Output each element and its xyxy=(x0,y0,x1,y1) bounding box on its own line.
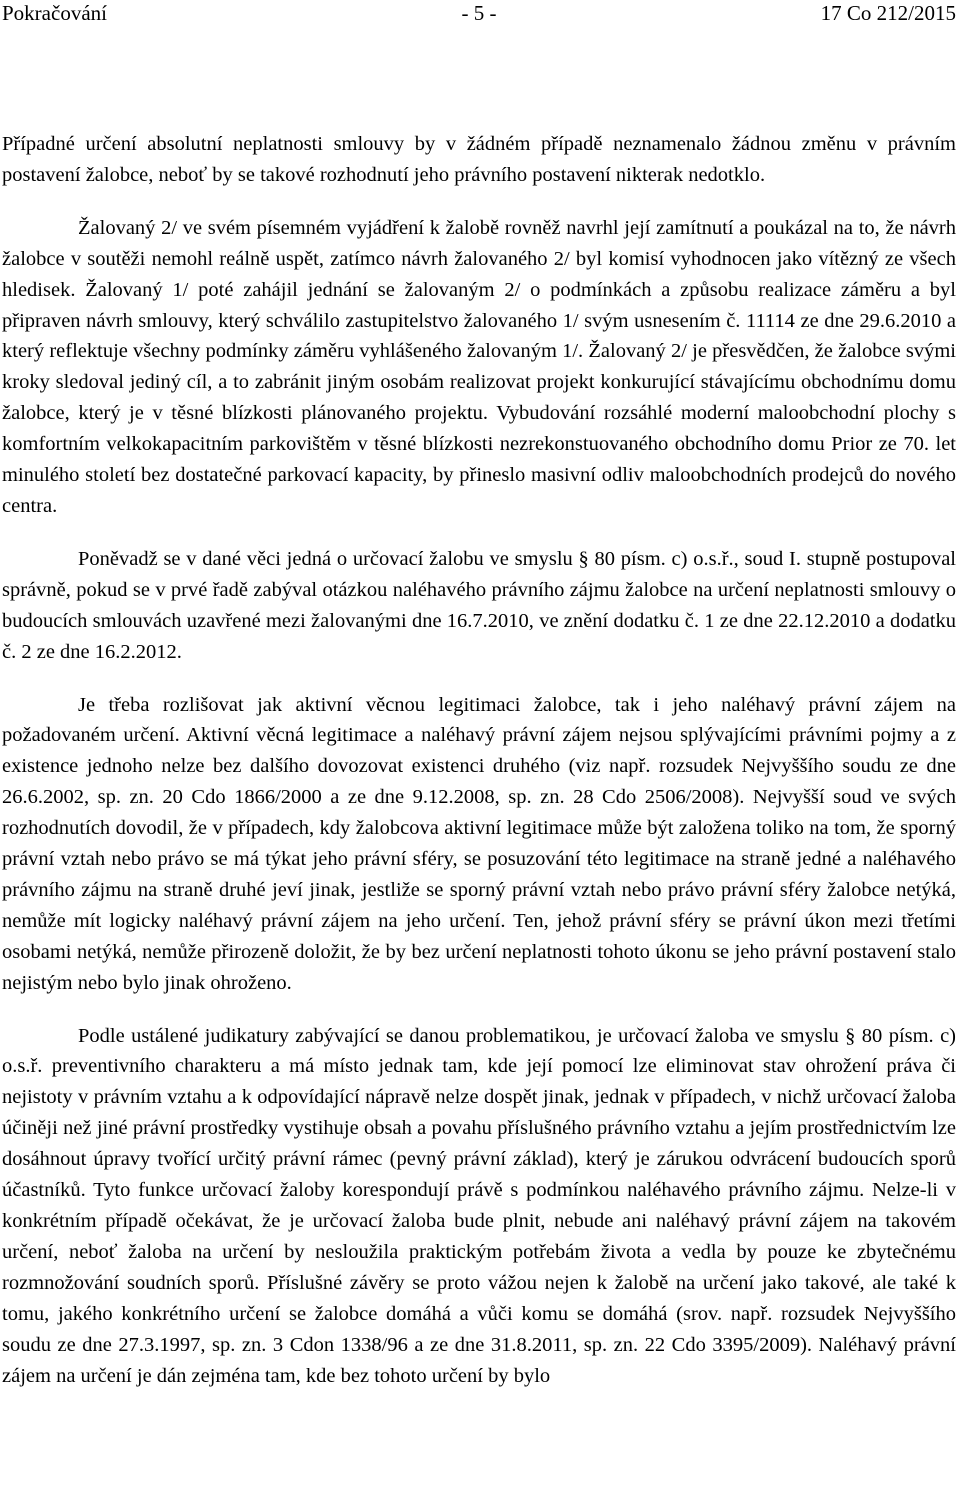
paragraph-3: Poněvadž se v dané věci jedná o určovací žalobu ve smyslu § 80 písm. c) o.s.ř., soud I. stupně postupoval správně, pokud se v prvé řadě zabýval otázkou naléhavého právního zájmu žalobce na určení neplatnosti smlouvy o budoucích smlouvách uzavřené mezi žalovanými dne 16.7.2010, ve znění dodatku č. 1 ze dne 22.12.2010 a dodatku č. 2 ze dne 16.2.2012. xyxy=(2,547,956,663)
paragraph-5: Podle ustálené judikatury zabývající se danou problematikou, je určovací žaloba ve smyslu § 80 písm. c) o.s.ř. preventivního charakteru a má místo jednak tam, kde její pomocí lze eliminovat stav ohrožení práva či nejistoty v právním vztahu a k odpovídající nápravě nelze dospět jinak, jednak v případech, v nichž určovací žaloba účiněji než jiné právní prostředky vystihuje obsah a povahu příslušného právního vztahu a jejím prostřednictvím lze dosáhnout úpravy tvořící určitý právní rámec (pevný právní základ), který je zárukou odvrácení budoucích sporů účastníků. Tyto funkce určovací žaloby korespondují právě s podmínkou naléhavého právního zájmu. Nelze-li v konkrétním případě očekávat, že je určovací žaloba bude plnit, nebude ani naléhavý právní zájem na takovém určení, neboť žaloba na určení by nesloužila praktickým potřebám života a vedla by pouze ke zbytečnému rozmnožování soudních sporů. Příslušné závěry se proto vážou nejen k žalobě na určení jako takové, ale také k tomu, jakého konkrétního určení se žalobce domáhá a vůči komu se domáhá (srov. např. rozsudek Nejvyššího soudu ze dne 27.3.1997, sp. zn. 3 Cdon 1338/96 a ze dne 31.8.2011, sp. zn. 22 Cdo 3395/2009). Naléhavý právní zájem na určení je dán zejména tam, kde bez tohoto určení by bylo xyxy=(2,1024,956,1387)
paragraph-4: Je třeba rozlišovat jak aktivní věcnou legitimaci žalobce, tak i jeho naléhavý právní zájem na požadovaném určení. Aktivní věcná legitimace a naléhavý právní zájem nejsou splývajícími právními pojmy a z existence jednoho nelze bez dalšího dovozovat existenci druhého (viz např. rozsudek Nejvyššího soudu ze dne 26.6.2002, sp. zn. 20 Cdo 1866/2000 a ze dne 9.12.2008, sp. zn. 28 Cdo 2506/2008). Nejvyšší soud ve svých rozhodnutích dovodil, že v případech, kdy žalobcova aktivní legitimace může být založena toliko na tom, že sporný právní vztah nebo právo se má týkat jeho právní sféry, se posuzování této legitimace na straně jedné a naléhavého právního zájmu na straně druhé jeví jinak, jestliže se sporný právní vztah nebo právo právní sféry žalobce netýká, nemůže mít logicky naléhavý právní zájem na jeho určení. Ten, jehož právní sféry se právní úkon mezi třetími osobami netýká, nemůže přirozeně doložit, že by bez určení neplatnosti tohoto úkonu se jeho právní postavení stalo nejistým nebo bylo jinak ohroženo. xyxy=(2,693,956,994)
page-header xyxy=(2,0,956,30)
document-body xyxy=(2,129,956,1413)
document-page xyxy=(2,0,956,1387)
header-continuation-label: Pokračování xyxy=(2,1,107,25)
header-case-number: 17 Co 212/2015 xyxy=(820,1,956,25)
paragraph-2: Žalovaný 2/ ve svém písemném vyjádření k žalobě rovněž navrhl její zamítnutí a poukázal na to, že návrh žalobce v soutěži nemohl reálně uspět, zatímco návrh žalovaného 2/ byl komisí vyhodnocen jako vítězný ze všech hledisek. Žalovaný 1/ poté zahájil jednání se žalovaným 2/ o podmínkách a způsobu realizace záměru a byl připraven návrh smlouvy, který schválilo zastupitelstvo žalovaného 1/ svým usnesením č. 11114 ze dne 29.6.2010 a který reflektuje všechny podmínky záměru vyhlášeného žalovaným 1/. Žalovaný 2/ je přesvědčen, že žalobce svými kroky sledoval jediný cíl, a to zabránit jiným osobám realizovat projekt konkurující stávajícímu obchodnímu domu žalobce, který je v těsné blízkosti plánovaného projektu. Vybudování rozsáhlé moderní maloobchodní plochy s komfortním velkokapacitním parkovištěm v těsné blízkosti nezrekonstuovaného obchodního domu Prior ze 70. let minulého století bez dostatečné parkovací kapacity, by přineslo masivní odliv maloobchodních prodejců do nového centra. xyxy=(2,216,956,517)
paragraph-1: Případné určení absolutní neplatnosti smlouvy by v žádném případě neznamenalo žádnou změnu v právním postavení žalobce, neboť by se takové rozhodnutí jeho právního postavení nikterak nedotklo. xyxy=(2,133,956,186)
header-page-number: - 5 - xyxy=(461,1,497,25)
